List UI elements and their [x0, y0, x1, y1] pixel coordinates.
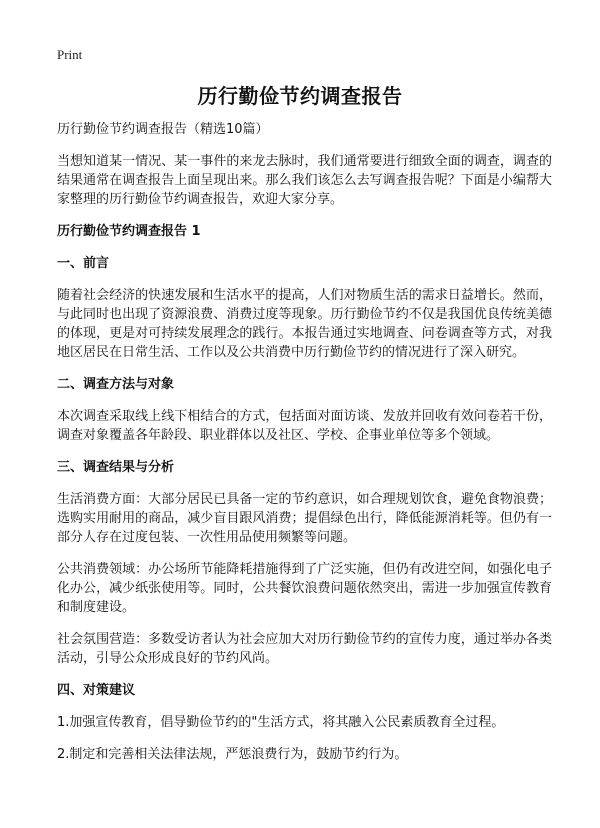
section-heading-preface: 一、前言 [57, 256, 110, 271]
suggestion-item: 1.加强宣传教育，倡导勤俭节约的"生活方式，将其融入公民素质教育全过程。 [57, 715, 505, 730]
document-body [57, 120, 552, 777]
method-paragraph: 本次调查采取线上线下相结合的方式，包括面对面访谈、发放并回收有效问卷若干份，调查对象覆盖各年龄段、职业群体以及社区、学校、企事业单位等多个领域。 [57, 409, 552, 443]
preface-paragraph: 随着社会经济的快速发展和生活水平的提高，人们对物质生活的需求日益增长。然而，与此同时也出现了资源浪费、消费过度等现象。历行勤俭节约不仅是我国优良传统美德的体现，更是对可持续发展理念的践行。本报告通过实地调查、问卷调查等方式，对我地区居民在日常生活、工作以及公共消费中历行勤俭节约的情况进行了深入研究。 [57, 288, 552, 360]
results-paragraph-society: 社会氛围营造：多数受访者认为社会应加大对历行勤俭节约的宣传力度，通过举办各类活动，引导公众形成良好的节约风尚。 [57, 632, 552, 666]
results-paragraph-consumption: 生活消费方面：大部分居民已具备一定的节约意识，如合理规划饮食，避免食物浪费；选购实用耐用的商品，减少盲目跟风消费；提倡绿色出行，降低能源消耗等。但仍有一部分人存在过度包装、一次性用品使用频繁等问题。 [57, 492, 552, 545]
results-paragraph-public: 公共消费领域：办公场所节能降耗措施得到了广泛实施，但仍有改进空间，如强化电子化办公，减少纸张使用等。同时，公共餐饮浪费问题依然突出，需进一步加强宣传教育和制度建设。 [57, 562, 552, 615]
print-link[interactable]: Print [57, 47, 83, 62]
suggestion-item: 2.制定和完善相关法律法规，严惩浪费行为，鼓励节约行为。 [57, 747, 408, 762]
section-heading-suggestions: 四、对策建议 [57, 683, 136, 698]
intro-paragraph: 当想知道某一情况、某一事件的来龙去脉时，我们通常要进行细致全面的调查，调查的结果通常在调查报告上面呈现出来。那么我们该怎么去写调查报告呢？下面是小编帮大家整理的历行勤俭节约调查报告，欢迎大家分享。 [57, 154, 552, 207]
section-heading-method: 二、调查方法与对象 [57, 377, 175, 392]
report-heading: 历行勤俭节约调查报告 1 [57, 224, 201, 239]
document-subtitle: 历行勤俭节约调查报告（精选10篇） [57, 122, 269, 137]
section-heading-results: 三、调查结果与分析 [57, 460, 175, 475]
page-title: 历行勤俭节约调查报告 [197, 84, 403, 108]
